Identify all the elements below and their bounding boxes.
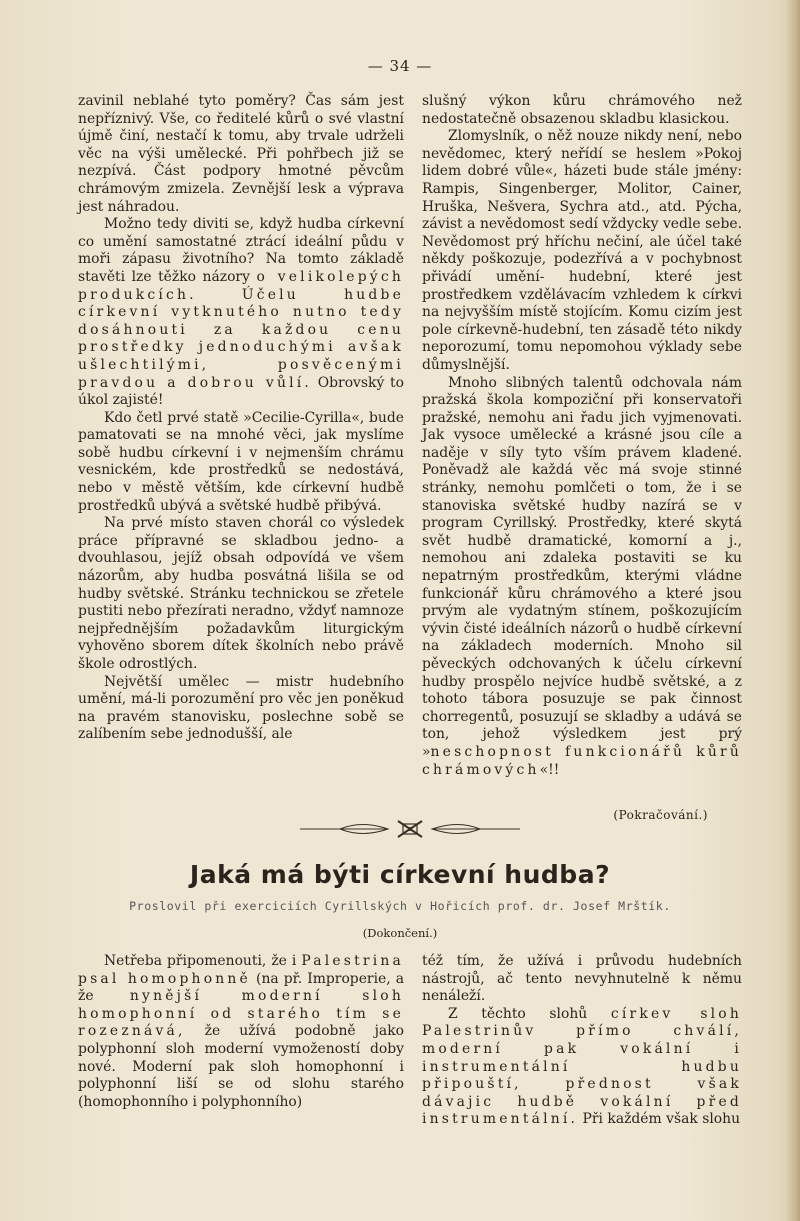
paragraph-text: Z těchto slohů [448, 1005, 611, 1022]
paragraph [78, 216, 404, 410]
paragraph: též tím, že užívá i průvodu hudebních nástrojů, ač tento nevyhnutelně k němu nenáleží. [422, 953, 742, 1005]
paragraph-text: (na př. Improperie, a že [78, 970, 404, 1005]
paragraph [422, 375, 742, 780]
spaced-emphasis: církev sloh Palestrinův přímo chválí, moderní pak vokální i instrumentální hudbu připouští, přednost však dávajic hudbě vokální před instrumentální. [422, 1005, 743, 1128]
paragraph [422, 1006, 742, 1129]
spaced-emphasis: o velikolepých produkcích. Účelu hudbe církevní vytknutého nutno tedy dosáhnouti za každou cenu prostředky jednoduchými avšak ušlechtilými, posvěcenými pravdou a dobrou vůlí. [78, 268, 404, 391]
ornament-divider [300, 818, 520, 840]
article-title: Jaká má býti církevní hudba? [189, 860, 611, 889]
paragraph: Zlomyslník, o něž nouze nikdy není, nebo nevědomec, který neřídí se heslem »Pokoj lidem dobré vůle«, házeti bude stále jmény: Rampis, Singenberger, Molitor, Cainer, Hruška, Nešvera, Sychra atd., atd. Pýcha, závist a nevědomost sedí vždycky vedle sebe. Nevědomost prý hříchu nečiní, ale účel také někdy poškozuje, podezřívá a v pochybnost přivádí umění- hudební, které jest prostředkem vzdělávacím vzhledem k církvi na nejvyšším místě stojícím. Komu cizím jest pole církevně-hudební, ten zásadě této nikdy neporozumí, tomu nepomohou výklady sebe důmyslnější. [422, 128, 742, 373]
paragraph: Na prvé místo staven chorál co výsledek práce přípravné se skladbou jedno- a dvouhlasou, jejíž obsah odpovídá ve všem názorům, aby hudba posvátná lišila se od hudby světské. Stránku technickou se zřetele pustiti nebo přezírati neradno, vždyť namnoze nejpřednějším požadavkům liturgickým vyhověno sborem dítek školních nebo právě škole odrostlých. [78, 515, 404, 672]
article-subtitle: Proslovil při exerciciích Cyrillských v Hořicích prof. dr. Josef Mrštík. [129, 899, 671, 913]
right-column-bottom [422, 953, 742, 1129]
left-column-top [78, 93, 404, 744]
paragraph-text: Obrovský to úkol zajisté! [78, 374, 404, 409]
article-continued-note: (Dokončení.) [362, 926, 438, 940]
left-column-bottom [78, 953, 404, 1111]
right-column-top [422, 93, 742, 779]
page-number: — 34 — [367, 57, 433, 75]
paragraph-text: Možno tedy diviti se, když hudba církevní co umění samostatné ztrácí ideální půdu v moři zápasu životního? Na tomto základě stavěti lze těžko názory [78, 216, 404, 285]
spaced-emphasis: neschopnost funkcionářů kůrů chrámových [422, 743, 742, 778]
paragraph-text: Při každém však slohu [578, 1111, 741, 1128]
paragraph-text: «!! [539, 761, 560, 778]
paragraph-text: Netřeba připomenouti, že i [104, 953, 302, 969]
paragraph: slušný výkon kůru chrámového než nedostatečně obsazenou skladbu klasickou. [422, 93, 742, 127]
continuation-note: (Pokračování.) [613, 808, 708, 822]
paragraph: Největší umělec — mistr hudebního umění, má-li porozumění pro věc jen poněkud na pravém stanovisku, poslechne sobě se zalíbením sebe jednodušší, ale [78, 673, 404, 743]
paragraph-text: že užívá podobně jako polyphonní sloh moderní vymožeností doby nové. Moderní pak sloh homophonní i polyphonní liší se od slohu starého (homophonního i polyphonního) [78, 1023, 404, 1110]
spaced-emphasis: nynější moderní sloh homophonní od starého tím se rozeznává, [78, 988, 404, 1040]
paragraph [78, 953, 404, 1111]
paragraph: Kdo četl prvé statě »Cecilie-Cyrilla«, bude pamatovati se na mnohé věci, jak myslíme sobě hudbu církevní i v nejmenším chrámu vesnickém, kde prostředků se nedostává, nebo v městě větším, kde církevní hudbě prostředků ubývá a světské hudbě přibývá. [78, 409, 404, 514]
page-edge-shadow [786, 0, 800, 1221]
spaced-emphasis: Palestrina psal homophonně [78, 953, 404, 987]
paragraph-text: Mnoho slibných talentů odchovala nám pražská škola kompoziční při konservatoři pražské, nemohu ani řadu jich vyjmenovati. Jak vysoce umělecké a krásné jsou cíle a naděje v síly tyto vším právem kladené. Poněvadž ale každá věc má svoje stinné stránky, nemohu pomlčeti o tom, že i se stanoviska světské hudby nazírá se v program Cyrillský. Prostředky, které skytá svět hudbě dramatické, komorní a j., nemohou ani zdaleka postaviti se ku nepatrným prostředkům, kterými vládne funkcionář kůru chrámového a které jsou prvým ale vydatným stínem, poškozujícím vývin čisté ideálních názorů o hudbě církevní na základech moderních. Mnoho sil pěveckých odchovaných k účelu církevní hudby prospělo nejvíce hudbě světské, a z tohoto tábora posuzuje se pak činnost chorregentů, posuzují se skladby a udává se ton, jehož výsledkem jest prý » [422, 374, 742, 760]
paragraph: zavinil neblahé tyto poměry? Čas sám jest nepříznivý. Vše, co ředitelé kůrů o své vlastní újmě činí, nestačí k tomu, aby trvale udrželi věc na výši umělecké. Při pohřbech již se nezpívá. Část podpory hmotné pěvcům chrámovým zmizela. Zevnější lesk a výprava jest náhradou. [78, 93, 404, 215]
